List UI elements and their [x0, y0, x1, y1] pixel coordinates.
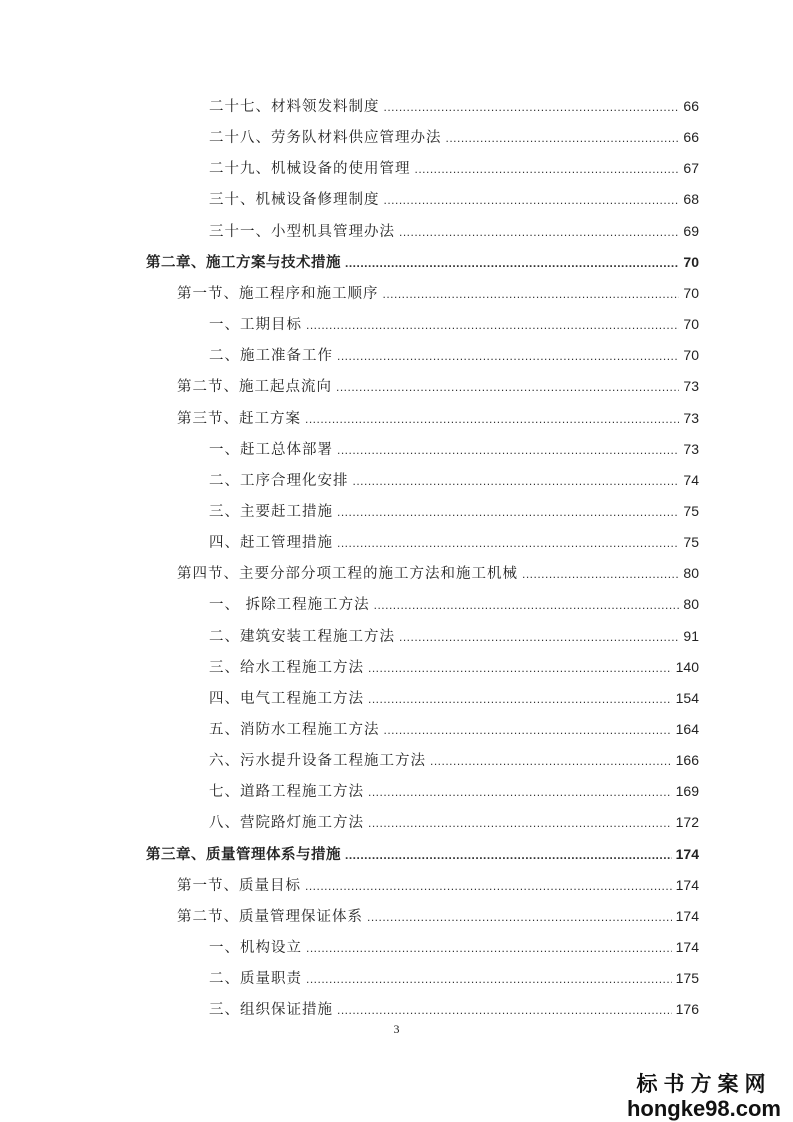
toc-dot-leader: [305, 879, 672, 893]
toc-entry-page: 154: [675, 690, 699, 706]
toc-entry[interactable]: [209, 749, 699, 771]
toc-entry[interactable]: [177, 874, 699, 896]
toc-entry-title: 第四节、主要分部分项工程的施工方法和施工机械: [177, 566, 518, 582]
toc-entry-page: 174: [675, 939, 699, 955]
toc-dot-leader: [306, 318, 679, 332]
toc-entry-page: 174: [675, 846, 699, 862]
toc-entry-page: 74: [683, 472, 699, 488]
toc-entry[interactable]: [146, 251, 699, 273]
toc-entry-page: 174: [675, 908, 699, 924]
toc-entry-page: 69: [683, 223, 699, 239]
toc-entry-title: 一、 拆除工程施工方法: [209, 597, 370, 613]
toc-dot-leader: [306, 972, 672, 986]
toc-dot-leader: [430, 754, 672, 768]
toc-entry-page: 70: [683, 316, 699, 332]
toc-entry-title: 一、赶工总体部署: [209, 442, 333, 458]
toc-entry[interactable]: [209, 126, 699, 148]
toc-dot-leader: [415, 162, 680, 176]
toc-entry[interactable]: [209, 656, 699, 678]
toc-entry-page: 70: [683, 347, 699, 363]
toc-entry-page: 176: [675, 1001, 699, 1017]
toc-entry[interactable]: [209, 967, 699, 989]
page-number: 3: [393, 1022, 400, 1036]
toc-dot-leader: [383, 287, 680, 301]
toc-entry-title: 五、消防水工程施工方法: [209, 722, 380, 738]
toc-entry-title: 第二章、施工方案与技术措施: [146, 254, 341, 271]
toc-dot-leader: [384, 723, 672, 737]
toc-entry-title: 第一节、施工程序和施工顺序: [177, 286, 379, 302]
toc-entry-title: 第二节、质量管理保证体系: [177, 909, 363, 925]
toc-entry-page: 70: [683, 285, 699, 301]
toc-entry-page: 140: [675, 659, 699, 675]
toc-entry-page: 80: [683, 596, 699, 612]
watermark-site-name: 标书方案网: [636, 1071, 772, 1096]
site-watermark: [627, 1068, 781, 1122]
toc-entry-title: 三、组织保证措施: [209, 1002, 333, 1018]
toc-dot-leader: [399, 630, 679, 644]
toc-entry[interactable]: [209, 469, 699, 491]
toc-entry[interactable]: [209, 936, 699, 958]
toc-entry[interactable]: [209, 188, 699, 210]
toc-entry-title: 三十、机械设备修理制度: [209, 192, 380, 208]
toc-entry-title: 三十一、小型机具管理办法: [209, 224, 395, 240]
toc-dot-leader: [345, 848, 672, 862]
toc-entry[interactable]: [177, 407, 699, 429]
toc-entry-title: 六、污水提升设备工程施工方法: [209, 753, 426, 769]
toc-dot-leader: [399, 225, 679, 239]
toc-entry-title: 二、质量职责: [209, 971, 302, 987]
toc-entry-title: 二十八、劳务队材料供应管理办法: [209, 130, 442, 146]
toc-entry[interactable]: [209, 625, 699, 647]
toc-entry-page: 172: [675, 814, 699, 830]
toc-entry-title: 四、电气工程施工方法: [209, 691, 364, 707]
toc-entry-page: 164: [675, 721, 699, 737]
toc-entry[interactable]: [177, 375, 699, 397]
toc-dot-leader: [337, 1003, 672, 1017]
toc-entry-page: 73: [683, 378, 699, 394]
toc-entry-title: 八、营院路灯施工方法: [209, 815, 364, 831]
toc-entry-page: 75: [683, 534, 699, 550]
toc-dot-leader: [337, 536, 679, 550]
toc-entry-title: 二、工序合理化安排: [209, 473, 349, 489]
toc-entry-title: 第二节、施工起点流向: [177, 379, 332, 395]
toc-entry[interactable]: [146, 843, 699, 865]
toc-dot-leader: [337, 505, 679, 519]
toc-dot-leader: [337, 349, 679, 363]
toc-dot-leader: [368, 816, 672, 830]
toc-entry-page: 73: [683, 410, 699, 426]
toc-entry[interactable]: [209, 95, 699, 117]
toc-entry-title: 第一节、质量目标: [177, 878, 301, 894]
toc-entry-page: 70: [683, 254, 699, 270]
toc-entry[interactable]: [209, 687, 699, 709]
toc-dot-leader: [336, 380, 679, 394]
toc-entry[interactable]: [177, 282, 699, 304]
toc-entry-page: 73: [683, 441, 699, 457]
toc-entry-page: 66: [683, 98, 699, 114]
toc-entry-title: 七、道路工程施工方法: [209, 784, 364, 800]
toc-dot-leader: [368, 692, 672, 706]
toc-entry-title: 二、建筑安装工程施工方法: [209, 629, 395, 645]
toc-entry-page: 80: [683, 565, 699, 581]
toc-entry-title: 第三章、质量管理体系与措施: [146, 846, 341, 863]
toc-entry-title: 一、机构设立: [209, 940, 302, 956]
toc-entry[interactable]: [209, 220, 699, 242]
toc-dot-leader: [367, 910, 672, 924]
toc-entry-page: 174: [675, 877, 699, 893]
toc-entry-page: 175: [675, 970, 699, 986]
toc-entry-page: 67: [683, 160, 699, 176]
toc-dot-leader: [446, 131, 680, 145]
toc-entry[interactable]: [209, 811, 699, 833]
toc-entry[interactable]: [209, 438, 699, 460]
toc-dot-leader: [305, 412, 679, 426]
toc-entry-page: 169: [675, 783, 699, 799]
toc-entry-title: 三、给水工程施工方法: [209, 660, 364, 676]
toc-entry[interactable]: [177, 905, 699, 927]
toc-entry[interactable]: [209, 531, 699, 553]
toc-entry[interactable]: [209, 593, 699, 615]
toc-entry[interactable]: [209, 157, 699, 179]
toc-dot-leader: [368, 661, 672, 675]
toc-entry-title: 四、赶工管理措施: [209, 535, 333, 551]
toc-dot-leader: [384, 100, 680, 114]
toc-entry-title: 第三节、赶工方案: [177, 411, 301, 427]
watermark-url: hongke98.com: [626, 1096, 781, 1121]
toc-dot-leader: [522, 567, 679, 581]
toc-entry[interactable]: [209, 313, 699, 335]
toc-entry-title: 二十九、机械设备的使用管理: [209, 161, 411, 177]
toc-entry[interactable]: [209, 500, 699, 522]
toc-dot-leader: [306, 941, 672, 955]
toc-entry-page: 68: [683, 191, 699, 207]
toc-entry[interactable]: [177, 562, 699, 584]
toc-entry-page: 166: [675, 752, 699, 768]
toc-entry[interactable]: [209, 718, 699, 740]
toc-dot-leader: [384, 193, 680, 207]
toc-dot-leader: [368, 785, 672, 799]
toc-entry-page: 66: [683, 129, 699, 145]
toc-dot-leader: [345, 256, 679, 270]
toc-entry-title: 三、主要赶工措施: [209, 504, 333, 520]
toc-entry[interactable]: [209, 998, 699, 1020]
toc-entry-title: 一、工期目标: [209, 317, 302, 333]
toc-dot-leader: [353, 474, 680, 488]
toc-entry-page: 75: [683, 503, 699, 519]
toc-entry[interactable]: [209, 780, 699, 802]
toc-entry-title: 二、施工准备工作: [209, 348, 333, 364]
toc-dot-leader: [374, 598, 680, 612]
toc-entry-title: 二十七、材料领发料制度: [209, 99, 380, 115]
toc-entry[interactable]: [209, 344, 699, 366]
toc-entry-page: 91: [683, 628, 699, 644]
toc-dot-leader: [337, 443, 679, 457]
